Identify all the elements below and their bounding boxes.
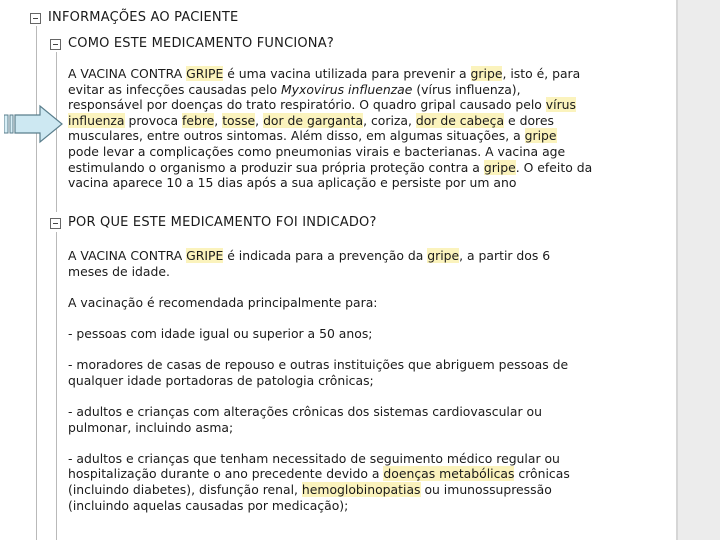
highlighted-term: gripe — [470, 66, 503, 81]
text-run: pode levar a complicações como pneumonias virais e bacterianas. A vacina age — [68, 143, 566, 159]
highlighted-term: doenças metabólicas — [383, 466, 515, 482]
text-run: evitar as infecções causadas pelo — [68, 81, 281, 97]
text-run: , — [255, 112, 264, 128]
text-run: qualquer idade portadoras de patologia crônicas; — [68, 372, 374, 388]
paragraph-gap — [68, 310, 668, 326]
tree-guide-line — [56, 232, 57, 540]
highlighted-term: gripe — [524, 128, 557, 144]
text-line — [68, 451, 668, 467]
text-line — [68, 420, 668, 436]
text-run: - moradores de casas de repouso e outras instituições que abriguem pessoas de — [68, 357, 569, 373]
text-line — [68, 373, 668, 389]
paragraph-gap — [68, 342, 668, 358]
section-title: INFORMAÇÕES AO PACIENTE — [48, 10, 239, 25]
highlighted-term: dor de cabeça — [415, 112, 505, 128]
subsection-title: POR QUE ESTE MEDICAMENTO FOI INDICADO? — [68, 215, 377, 230]
text-run: , isto é, para — [502, 66, 581, 81]
collapse-toggle-icon[interactable] — [50, 218, 61, 229]
text-line — [68, 264, 668, 280]
text-line — [68, 113, 668, 129]
text-run: A VACINA CONTRA — [68, 248, 187, 263]
text-run: meses de idade. — [68, 263, 170, 279]
right-arrow-icon — [4, 104, 66, 144]
text-line — [68, 295, 668, 311]
text-line — [68, 357, 668, 373]
text-run: , a partir dos 6 — [459, 248, 551, 263]
highlighted-term: influenza — [68, 112, 125, 128]
text-line — [68, 128, 668, 144]
highlighted-term: gripe — [427, 248, 460, 263]
text-run: ou imunossupressão — [420, 481, 552, 497]
text-run: pulmonar, incluindo asma; — [68, 419, 234, 435]
text-run: vacina aparece 10 a 15 dias após a sua aplicação e persiste por um ano — [68, 175, 517, 191]
text-run: - adultos e crianças com alterações crônicas dos sistemas cardiovascular ou — [68, 403, 542, 419]
text-line — [68, 66, 668, 82]
text-run: é indicada para a prevenção da — [223, 248, 428, 263]
text-run: , — [214, 112, 223, 128]
text-run: provoca — [124, 112, 182, 128]
collapse-toggle-icon[interactable] — [30, 13, 41, 24]
highlighted-term: GRIPE — [186, 248, 224, 263]
how-it-works-text — [68, 66, 668, 191]
text-run: e dores — [504, 112, 554, 128]
highlighted-term: hemoglobinopatias — [301, 481, 421, 497]
text-run: estimulando o organismo a produzir sua própria proteção contra a — [68, 159, 484, 175]
text-run: - pessoas com idade igual ou superior a 50 anos; — [68, 325, 373, 341]
text-line — [68, 404, 668, 420]
text-run: hospitalização durante o ano precedente devido a — [68, 466, 384, 482]
text-line — [68, 160, 668, 176]
indication-text — [68, 248, 668, 513]
highlighted-term: dor de garganta — [263, 112, 364, 128]
text-run: responsável por doenças do trato respiratório. O quadro gripal causado pelo — [68, 97, 546, 113]
text-line — [68, 248, 668, 264]
text-line — [68, 466, 668, 482]
highlighted-term: GRIPE — [186, 66, 224, 81]
highlighted-term: febre — [182, 112, 215, 128]
paragraph-gap — [68, 388, 668, 404]
text-line — [68, 326, 668, 342]
text-run: A VACINA CONTRA — [68, 66, 187, 81]
text-run: , coriza, — [363, 112, 416, 128]
text-line — [68, 498, 668, 514]
text-run: A vacinação é recomendada principalmente para: — [68, 294, 378, 310]
text-run: (vírus influenza), — [412, 81, 521, 97]
highlighted-term: tosse — [222, 112, 256, 128]
text-run: musculares, entre outros sintomas. Além disso, em algumas situações, a — [68, 128, 525, 144]
subsection-title: COMO ESTE MEDICAMENTO FUNCIONA? — [68, 36, 334, 51]
text-run: - adultos e crianças que tenham necessitado de seguimento médico regular ou — [68, 450, 560, 466]
paragraph-gap — [68, 435, 668, 451]
right-margin-panel — [676, 0, 720, 540]
collapse-toggle-icon[interactable] — [50, 39, 61, 50]
text-line — [68, 97, 668, 113]
text-line — [68, 482, 668, 498]
text-run: (incluindo aquelas causadas por medicação); — [68, 497, 349, 513]
text-run: . O efeito da — [515, 159, 593, 175]
text-line — [68, 144, 668, 160]
text-line — [68, 82, 668, 98]
paragraph-gap — [68, 279, 668, 295]
text-run: crônicas — [514, 466, 570, 482]
highlighted-term: vírus — [545, 97, 576, 113]
italic-term: Myxovirus influenzae — [280, 81, 413, 97]
text-line — [68, 175, 668, 191]
text-run: é uma vacina utilizada para prevenir a — [223, 66, 471, 81]
text-run: (incluindo diabetes), disfunção renal, — [68, 481, 302, 497]
highlighted-term: gripe — [483, 159, 516, 175]
